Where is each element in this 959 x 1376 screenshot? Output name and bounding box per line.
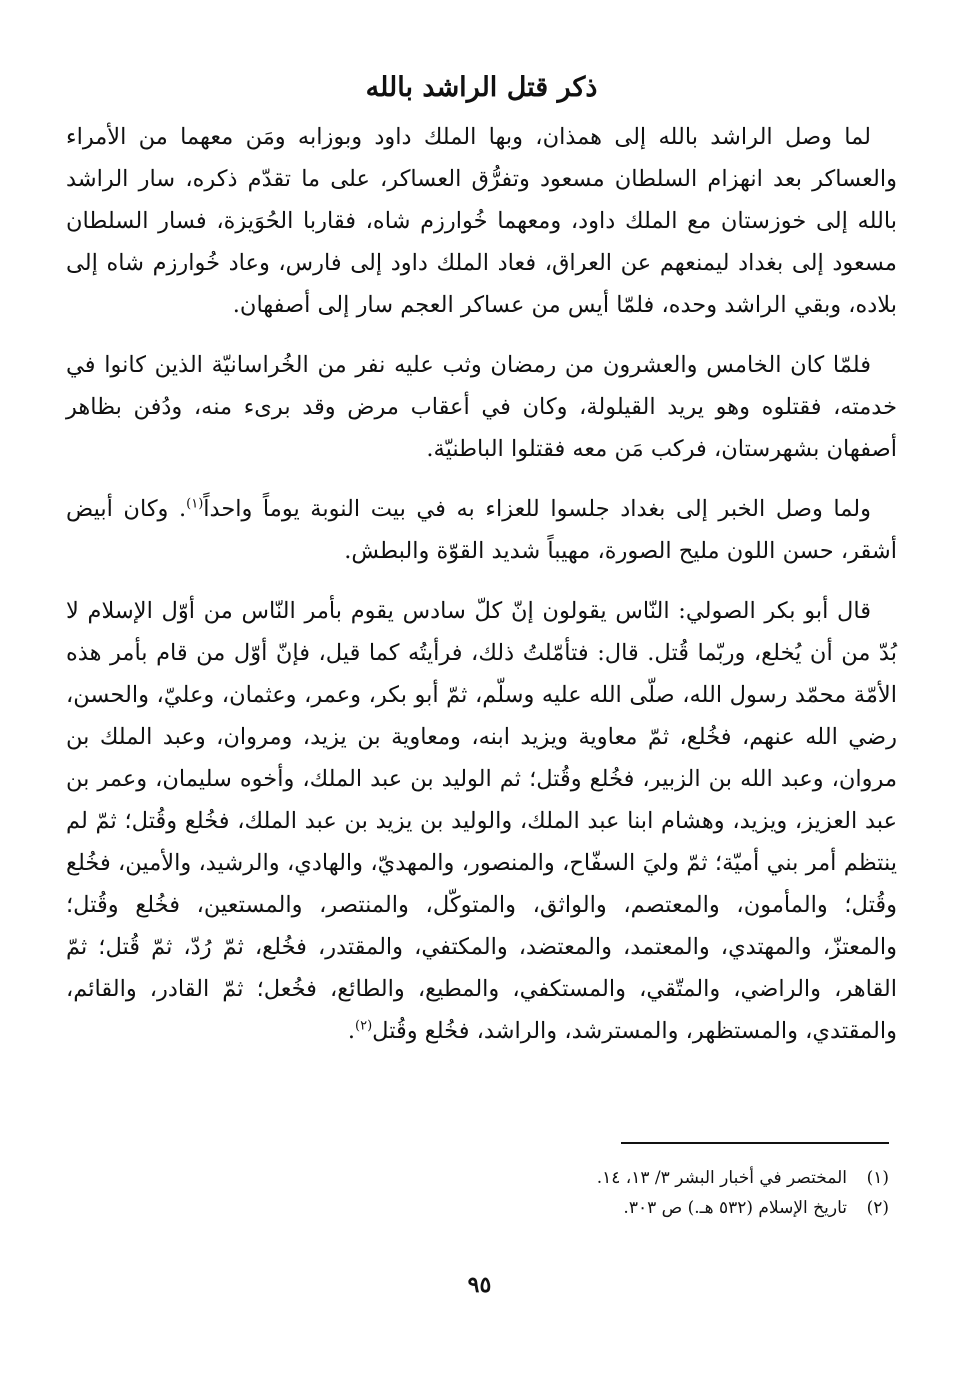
paragraph-3-text-after: . وكان أبيض أشقر، حسن اللون مليح الصورة، مهيباً شديد القوّة والبطش. <box>66 496 897 564</box>
footnote-2-text: تاريخ الإسلام (٥٣٢ هـ.) ص ٣٠٣. <box>623 1198 847 1218</box>
footnote-1-text: المختصر في أخبار البشر ٣/ ١٣، ١٤. <box>596 1168 847 1188</box>
footnote-divider <box>621 1142 889 1144</box>
footnote-ref-1: (١) <box>186 496 204 512</box>
footnotes <box>70 1163 889 1223</box>
page-number: ٩٥ <box>467 1272 492 1298</box>
paragraph-4-text-before: قال أبو بكر الصولي: النّاس يقولون إنّ كلّ سادس يقوم بأمر النّاس من أوّل الإسلام لا بُدّ من أن يُخلع، وربّما قُتل. قال: فتأمّلتُ ذلك، فرأيتُه كما قيل، فإنّ أوّل من قام بأمر هذه الأمّة محمّد رسول الله، صلّى الله عليه وسلّم، ثمّ أبو بكر، وعمر، وعثمان، وعليّ، والحسن، رضي الله عنهم، فخُلع، ثمّ معاوية ويزيد ابنه، ومعاوية بن يزيد، ومروان، وعبد الملك بن مروان، وعبد الله بن الزبير، فخُلع وقُتل؛ ثم الوليد بن عبد الملك، وأخوه سليمان، وعمر بن عبد العزيز، ويزيد، وهشام ابنا عبد الملك، والوليد بن يزيد بن عبد الملك، فخُلع وقُتل؛ ثمّ لم ينتظم أمر بني أميّة؛ ثمّ وليَ السفّاح، والمنصور، والمهديّ، والهادي، والرشيد، والأمين، فخُلع وقُتل؛ والمأمون، والمعتصم، والواثق، والمتوكّل، والمنتصر، والمستعين، فخُلع وقُتل؛ والمعتزّ، والمهتدي، والمعتمد، والمعتضد، والمكتفي، والمقتدر، فخُلع، ثمّ رُدّ، ثمّ قُتل؛ ثمّ القاهر، والراضي، والمتّقي، والمستكفي، والمطيع، والطائع، فخُعل؛ ثمّ القادر، والقائم، والمقتدي، والمستظهر، والمسترشد، والراشد، فخُلع وقُتل <box>66 598 897 1044</box>
paragraph-4 <box>66 590 897 1052</box>
footnote-1 <box>70 1163 889 1193</box>
paragraph-3-text-before: ولما وصل الخبر إلى بغداد جلسوا للعزاء به في بيت النوبة يوماً واحداً <box>203 496 872 522</box>
paragraph-3 <box>66 488 897 572</box>
chapter-title: ذكر قتل الراشد بالله <box>365 72 598 103</box>
paragraph-2: فلمّا كان الخامس والعشرون من رمضان وثب عليه نفر من الخُراسانيّة الذين كانوا في خدمته، فقتلوه وهو يريد القيلولة، وكان في أعقاب مرض وقد برىء منه، ودُفن بظاهر أصفهان بشهرستان، فركب مَن معه فقتلوا الباطنيّة. <box>66 352 897 462</box>
paragraph-1: لما وصل الراشد بالله إلى همذان، وبها الملك داود وبوزابه ومَن معهما من الأمراء والعساكر بعد انهزام السلطان مسعود وتفرُّق العساكر، على ما تقدّم ذكره، سار الراشد بالله إلى خوزستان مع الملك داود، ومعهما خُوارزم شاه، فقاربا الحُوَيزة، فسار السلطان مسعود إلى بغداد ليمنعهم عن العراق، فعاد الملك داود إلى فارس، وعاد خُوارزم شاه إلى بلاده، وبقي الراشد وحده، فلمّا أيس من عساكر العجم سار إلى أصفهان. <box>66 124 897 318</box>
paragraph-4-text-after: . <box>347 1018 356 1044</box>
footnote-ref-2: (٢) <box>355 1018 373 1034</box>
footnote-2-number: (٢) <box>866 1198 889 1218</box>
footnote-2 <box>70 1193 889 1223</box>
footnote-1-number: (١) <box>866 1168 889 1188</box>
